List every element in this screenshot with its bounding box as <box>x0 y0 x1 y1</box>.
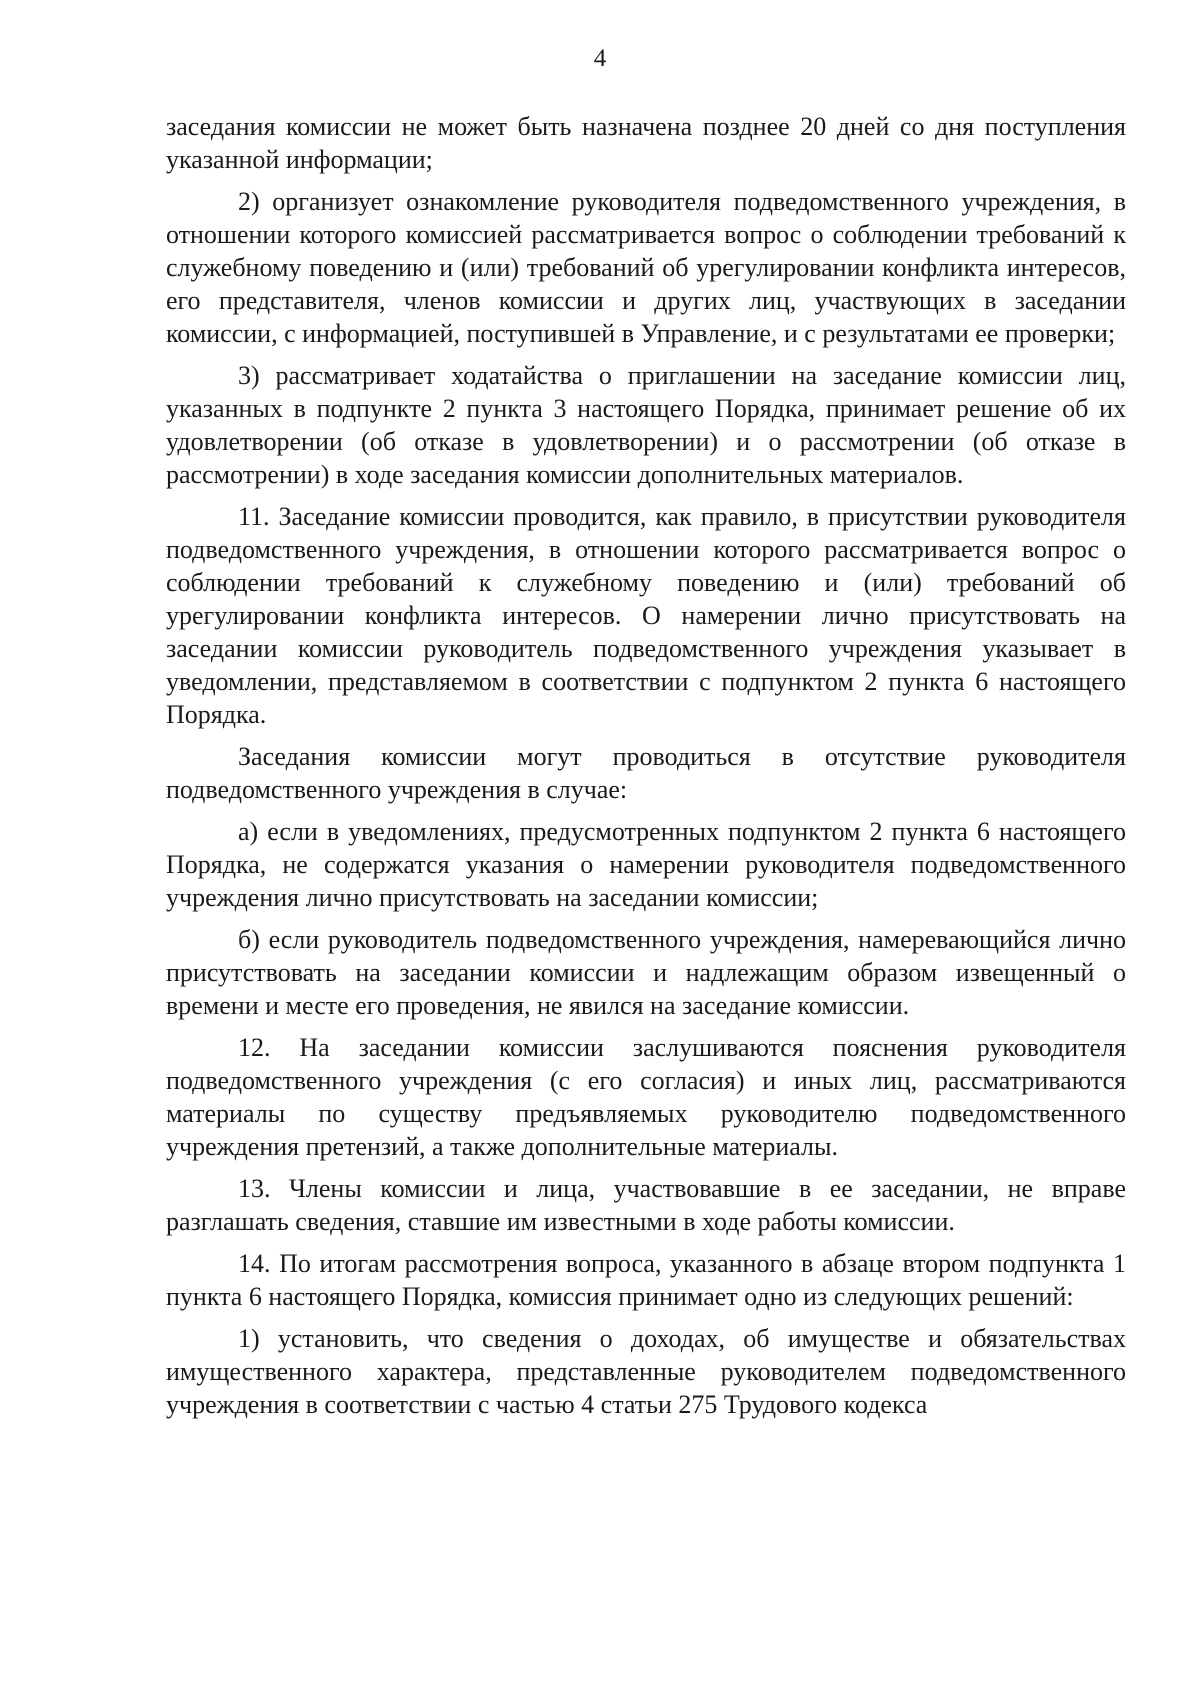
paragraph-clause-11: 11. Заседание комиссии проводится, как правило, в присутствии руководителя подведомственного учреждения, в отношении которого рассматривается вопрос о соблюдении требований к служебному поведению и (или) требований об урегулировании конфликта интересов. О намерении лично присутствовать на заседании комиссии руководитель подведомственного учреждения указывает в уведомлении, представляемом в соответствии с подпунктом 2 пункта 6 настоящего Порядка. <box>166 502 1126 729</box>
document-body <box>166 110 1126 1430</box>
paragraph-clause-12: 12. На заседании комиссии заслушиваются пояснения руководителя подведомственного учреждения (с его согласия) и иных лиц, рассматриваются материалы по существу предъявляемых руководителю подведомственного учреждения претензий, а также дополнительные материалы. <box>166 1033 1126 1161</box>
paragraph-case-b: б) если руководитель подведомственного учреждения, намеревающийся лично присутствовать на заседании комиссии и надлежащим образом извещенный о времени и месте его проведения, не явился на заседание комиссии. <box>166 925 1126 1020</box>
paragraph-absence-cases: Заседания комиссии могут проводиться в отсутствие руководителя подведомственного учреждения в случае: <box>166 742 1126 804</box>
paragraph-clause-14: 14. По итогам рассмотрения вопроса, указанного в абзаце втором подпункта 1 пункта 6 настоящего Порядка, комиссия принимает одно из следующих решений: <box>166 1249 1126 1311</box>
paragraph-clause-13: 13. Члены комиссии и лица, участвовавшие в ее заседании, не вправе разглашать сведения, ставшие им известными в ходе работы комиссии. <box>166 1174 1126 1236</box>
paragraph-continuation: заседания комиссии не может быть назначена позднее 20 дней со дня поступления указанной информации; <box>166 112 1126 174</box>
paragraph-item-3: 3) рассматривает ходатайства о приглашении на заседание комиссии лиц, указанных в подпункте 2 пункта 3 настоящего Порядка, принимает решение об их удовлетворении (об отказе в удовлетворении) и о рассмотрении (об отказе в рассмотрении) в ходе заседания комиссии дополнительных материалов. <box>166 361 1126 489</box>
paragraph-item-2: 2) организует ознакомление руководителя подведомственного учреждения, в отношении которого комиссией рассматривается вопрос о соблюдении требований к служебному поведению и (или) требований об урегулировании конфликта интересов, его представителя, членов комиссии и других лиц, участвующих в заседании комиссии, с информацией, поступившей в Управление, и с результатами ее проверки; <box>166 187 1126 348</box>
paragraph-case-a: а) если в уведомлениях, предусмотренных подпунктом 2 пункта 6 настоящего Порядка, не содержатся указания о намерении руководителя подведомственного учреждения лично присутствовать на заседании комиссии; <box>166 817 1126 912</box>
paragraph-decision-1: 1) установить, что сведения о доходах, об имуществе и обязательствах имущественного характера, представленные руководителем подведомственного учреждения в соответствии с частью 4 статьи 275 Трудового кодекса <box>166 1324 1126 1419</box>
page-number: 4 <box>593 45 607 72</box>
